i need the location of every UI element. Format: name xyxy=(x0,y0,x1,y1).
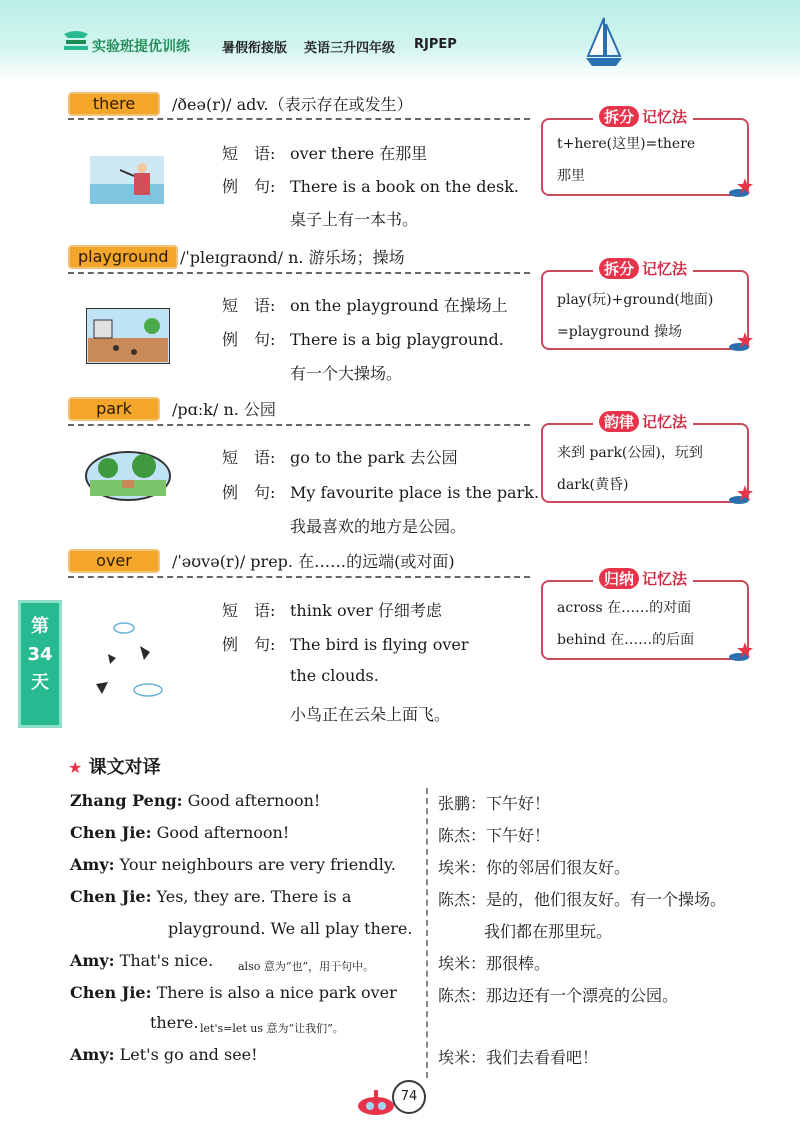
word-pronunciation: /ˈpleɪɡraʊnd/ n. 游乐场；操场 xyxy=(180,248,405,267)
word-entry-playground xyxy=(68,243,528,273)
series-logo-icon xyxy=(60,28,92,54)
dialogue-text: Let's go and see! xyxy=(119,1045,258,1064)
dialogue-en-line: there. xyxy=(150,1013,199,1032)
birds-over-clouds-illustration xyxy=(88,618,168,702)
example-text: There is a book on the desk. xyxy=(290,177,519,196)
sailboat-icon xyxy=(582,14,626,70)
example-label: 例 句: xyxy=(222,635,276,654)
word-entry-there xyxy=(68,90,528,120)
submarine-icon xyxy=(356,1084,396,1118)
code-label: RJPEP xyxy=(414,37,457,52)
annotation-also: also 意为“也”，用于句中。 xyxy=(238,960,375,973)
phrase-line xyxy=(222,445,458,468)
speaker-name: Zhang Peng: xyxy=(70,791,183,810)
translation-text: 小鸟正在云朵上面飞。 xyxy=(290,705,451,724)
word-pill: over xyxy=(68,549,160,573)
dialogue-en-line: playground. We all play there. xyxy=(168,919,413,938)
dialogue-en-line xyxy=(70,1045,258,1064)
memo-title xyxy=(593,568,693,589)
phrase-text: on the playground 在操场上 xyxy=(290,296,508,315)
side-tab-char: 第 xyxy=(31,616,49,637)
subject-label: 英语三升四年级 xyxy=(304,41,396,56)
dialogue-text: Yes, they are. There is a xyxy=(156,887,352,906)
dialogue-zh-line: 陈杰：那边还有一个漂亮的公园。 xyxy=(438,986,679,1005)
star-icon xyxy=(729,330,755,352)
star-icon xyxy=(729,176,755,198)
memo-line: 来到 park(公园)，玩到 xyxy=(557,445,703,461)
series-title: 实验班提优训练 xyxy=(92,39,190,55)
park-illustration xyxy=(84,446,172,502)
word-pronunciation: /ˈəʊvə(r)/ prep. 在……的远端(或对面) xyxy=(172,552,455,571)
dialogue-divider xyxy=(426,788,428,1078)
phrase-text: think over 仔细考虑 xyxy=(290,601,442,620)
example-line xyxy=(222,174,519,197)
memo-title xyxy=(593,106,693,127)
memo-box xyxy=(541,413,749,503)
dialogue-en-line xyxy=(70,791,320,810)
phrase-line xyxy=(222,293,508,316)
example-text: My favourite place is the park. xyxy=(290,483,540,502)
memo-tag: 归纳 xyxy=(599,568,639,589)
example-line xyxy=(222,480,539,503)
speaker-name: Amy: xyxy=(70,855,115,874)
day-side-tab xyxy=(18,600,62,728)
there-illustration xyxy=(90,156,164,204)
word-entry-over xyxy=(68,547,528,577)
dashed-divider xyxy=(68,576,530,578)
side-tab-day: 34 xyxy=(27,644,53,665)
dialogue-text: Good afternoon! xyxy=(187,791,321,810)
word-pronunciation: /ðeə(r)/ adv.（表示存在或发生） xyxy=(172,95,413,114)
phrase-text: over there 在那里 xyxy=(290,144,428,163)
word-pill: there xyxy=(68,92,160,116)
memo-body xyxy=(557,592,694,656)
dialogue-zh-line: 张鹏：下午好！ xyxy=(438,794,551,813)
phrase-label: 短 语: xyxy=(222,448,276,467)
word-pill: park xyxy=(68,397,160,421)
side-tab-char: 天 xyxy=(31,672,49,693)
phrase-label: 短 语: xyxy=(222,296,276,315)
memo-line: t+here(这里)=there xyxy=(557,136,696,152)
word-pronunciation: /pɑːk/ n. 公园 xyxy=(172,400,276,419)
phrase-label: 短 语: xyxy=(222,601,276,620)
dialogue-zh-line: 陈杰：下午好！ xyxy=(438,826,551,845)
memo-title-rest: 记忆法 xyxy=(642,108,688,126)
star-icon xyxy=(729,640,755,662)
word-entry-park xyxy=(68,395,528,425)
translation-text: 有一个大操场。 xyxy=(290,364,403,383)
speaker-name: Chen Jie: xyxy=(70,983,152,1002)
dashed-divider xyxy=(68,272,530,274)
memo-tag: 韵律 xyxy=(599,411,639,432)
memo-title xyxy=(593,411,693,432)
memo-tag: 拆分 xyxy=(599,106,639,127)
phrase-label: 短 语: xyxy=(222,144,276,163)
dialogue-text: There is also a nice park over xyxy=(156,983,397,1002)
memo-title-rest: 记忆法 xyxy=(642,413,688,431)
example-text: There is a big playground. xyxy=(290,330,504,349)
dashed-divider xyxy=(68,118,530,120)
speaker-name: Chen Jie: xyxy=(70,887,152,906)
dialogue-en-line xyxy=(70,983,397,1002)
star-icon xyxy=(729,483,755,505)
dashed-divider xyxy=(68,424,530,426)
star-icon: ★ xyxy=(68,758,83,777)
section-title-text: 课文对译 xyxy=(88,757,161,778)
dialogue-zh-line: 我们都在那里玩。 xyxy=(484,922,613,941)
section-title xyxy=(68,753,161,779)
page-number: 74 xyxy=(392,1080,426,1114)
memo-title-rest: 记忆法 xyxy=(642,570,688,588)
memo-box xyxy=(541,108,749,196)
dialogue-en-line xyxy=(70,855,396,874)
memo-tag: 拆分 xyxy=(599,258,639,279)
phrase-line xyxy=(222,598,442,621)
example-line xyxy=(222,327,504,350)
speaker-name: Amy: xyxy=(70,951,115,970)
translation-text: 桌子上有一本书。 xyxy=(290,210,419,229)
dialogue-zh-line: 陈杰：是的，他们很友好。有一个操场。 xyxy=(438,890,727,909)
translation-text: 我最喜欢的地方是公园。 xyxy=(290,517,467,536)
memo-line: 那里 xyxy=(557,168,585,184)
memo-box xyxy=(541,570,749,660)
example-line xyxy=(222,632,469,655)
playground-illustration xyxy=(86,308,170,364)
dialogue-text: Good afternoon! xyxy=(156,823,290,842)
word-pill: playground xyxy=(68,245,178,269)
memo-line: behind 在……的后面 xyxy=(557,632,695,648)
dialogue-text: Your neighbours are very friendly. xyxy=(119,855,396,874)
edition-label: 暑假衔接版 xyxy=(222,41,288,56)
dialogue-text: That's nice. xyxy=(119,951,214,970)
page-header xyxy=(0,0,800,80)
dialogue-zh-line: 埃米：那很棒。 xyxy=(438,954,551,973)
memo-title xyxy=(593,258,693,279)
memo-line: dark(黄昏) xyxy=(557,477,629,493)
memo-title-rest: 记忆法 xyxy=(642,260,688,278)
annotation-lets: let's=let us 意为“让我们”。 xyxy=(200,1022,344,1035)
memo-line: across 在……的对面 xyxy=(557,600,692,616)
example-label: 例 句: xyxy=(222,330,276,349)
memo-box xyxy=(541,260,749,350)
dialogue-en-line xyxy=(70,823,289,842)
phrase-text: go to the park 去公园 xyxy=(290,448,458,467)
dialogue-zh-line: 埃米：我们去看看吧！ xyxy=(438,1048,599,1067)
example-label: 例 句: xyxy=(222,177,276,196)
memo-line: play(玩)+ground(地面) xyxy=(557,292,714,308)
dialogue-zh-line: 埃米：你的邻居们很友好。 xyxy=(438,858,631,877)
memo-line: =playground 操场 xyxy=(557,324,682,340)
phrase-line xyxy=(222,141,427,164)
memo-body xyxy=(557,128,695,192)
memo-body xyxy=(557,437,703,501)
example-text-cont: the clouds. xyxy=(290,666,379,685)
memo-body xyxy=(557,284,713,348)
example-text: The bird is flying over xyxy=(290,635,469,654)
dialogue-en-line xyxy=(70,887,351,906)
dialogue-en-line xyxy=(70,951,213,970)
speaker-name: Chen Jie: xyxy=(70,823,152,842)
speaker-name: Amy: xyxy=(70,1045,115,1064)
example-label: 例 句: xyxy=(222,483,276,502)
